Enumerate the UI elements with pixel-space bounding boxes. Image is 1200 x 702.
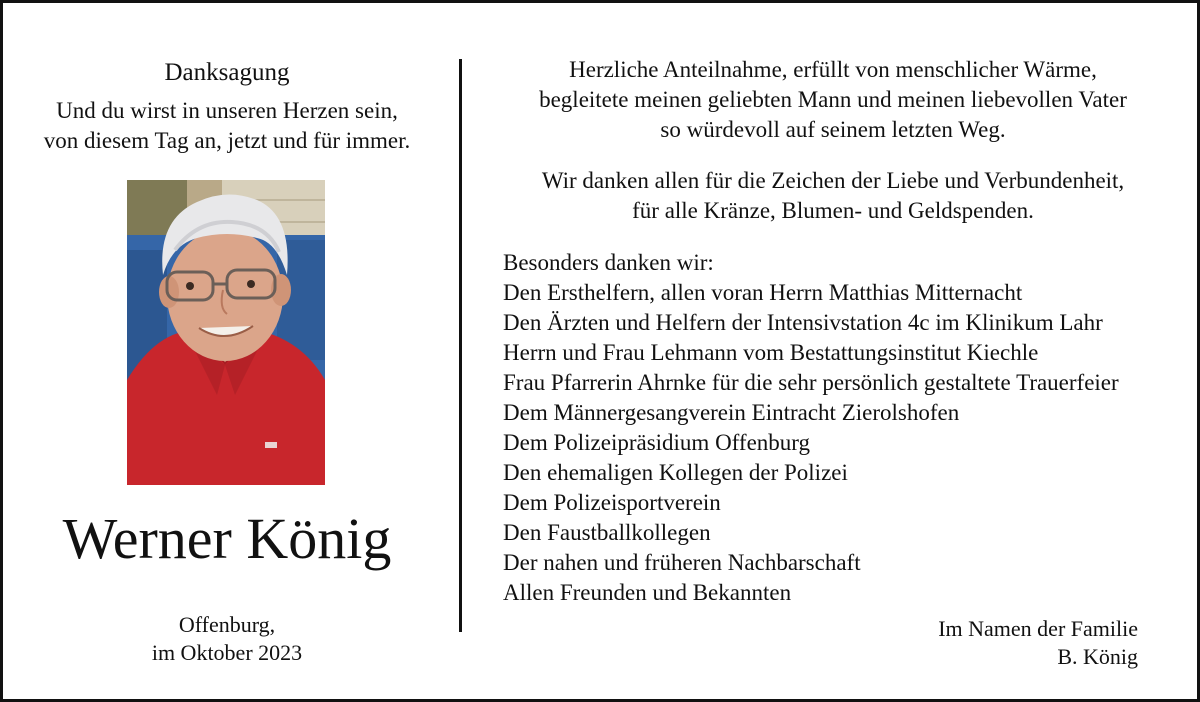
- verse-line-2: von diesem Tag an, jetzt und für immer.: [43, 128, 411, 153]
- portrait-illustration: [127, 180, 325, 485]
- paragraph-thanks-general: [473, 166, 1193, 226]
- thanks-heading: Besonders danken wir:: [503, 250, 714, 275]
- right-column: [473, 3, 1193, 699]
- paragraph1-line-3: so würdevoll auf seinem letzten Weg.: [660, 117, 1006, 142]
- heading-danksagung: Danksagung: [164, 59, 290, 86]
- list-item: Den Ersthelfern, allen voran Herrn Matthias Mitternacht: [503, 280, 1023, 305]
- place-line: Offenburg,: [178, 612, 276, 637]
- place-date: [3, 611, 451, 667]
- thanks-list: [503, 248, 1183, 608]
- date-line: im Oktober 2023: [151, 640, 303, 665]
- list-item: Dem Männergesangverein Eintracht Zierolshofen: [503, 400, 960, 425]
- list-item: Herrn und Frau Lehmann vom Bestattungsinstitut Kiechle: [503, 340, 1039, 365]
- list-item: Dem Polizeipräsidium Offenburg: [503, 430, 811, 455]
- signature-line-2: B. König: [1057, 644, 1138, 669]
- portrait-photo: [127, 180, 325, 485]
- verse-line-1: Und du wirst in unseren Herzen sein,: [56, 98, 398, 123]
- deceased-name: Werner König: [62, 506, 392, 571]
- list-item: Allen Freunden und Bekannten: [503, 580, 792, 605]
- vertical-divider: [459, 59, 462, 632]
- signature: [938, 615, 1138, 671]
- paragraph1-line-2: begleitete meinen geliebten Mann und meinen liebevollen Vater: [539, 87, 1127, 112]
- verse: [3, 96, 451, 156]
- signature-line-1: Im Namen der Familie: [938, 616, 1138, 641]
- paragraph1-line-1: Herzliche Anteilnahme, erfüllt von menschlicher Wärme,: [569, 57, 1097, 82]
- list-item: Der nahen und früheren Nachbarschaft: [503, 550, 861, 575]
- paragraph2-line-1: Wir danken allen für die Zeichen der Liebe und Verbundenheit,: [541, 168, 1125, 193]
- list-item: Den Ärzten und Helfern der Intensivstation 4c im Klinikum Lahr: [503, 310, 1103, 335]
- list-item: Frau Pfarrerin Ahrnke für die sehr persönlich gestaltete Trauerfeier: [503, 370, 1119, 395]
- list-item: Dem Polizeisportverein: [503, 490, 721, 515]
- paragraph-condolence: [473, 55, 1193, 145]
- list-item: Den ehemaligen Kollegen der Polizei: [503, 460, 848, 485]
- list-item: Den Faustballkollegen: [503, 520, 711, 545]
- paragraph2-line-2: für alle Kränze, Blumen- und Geldspenden.: [632, 198, 1034, 223]
- left-column: [3, 3, 451, 699]
